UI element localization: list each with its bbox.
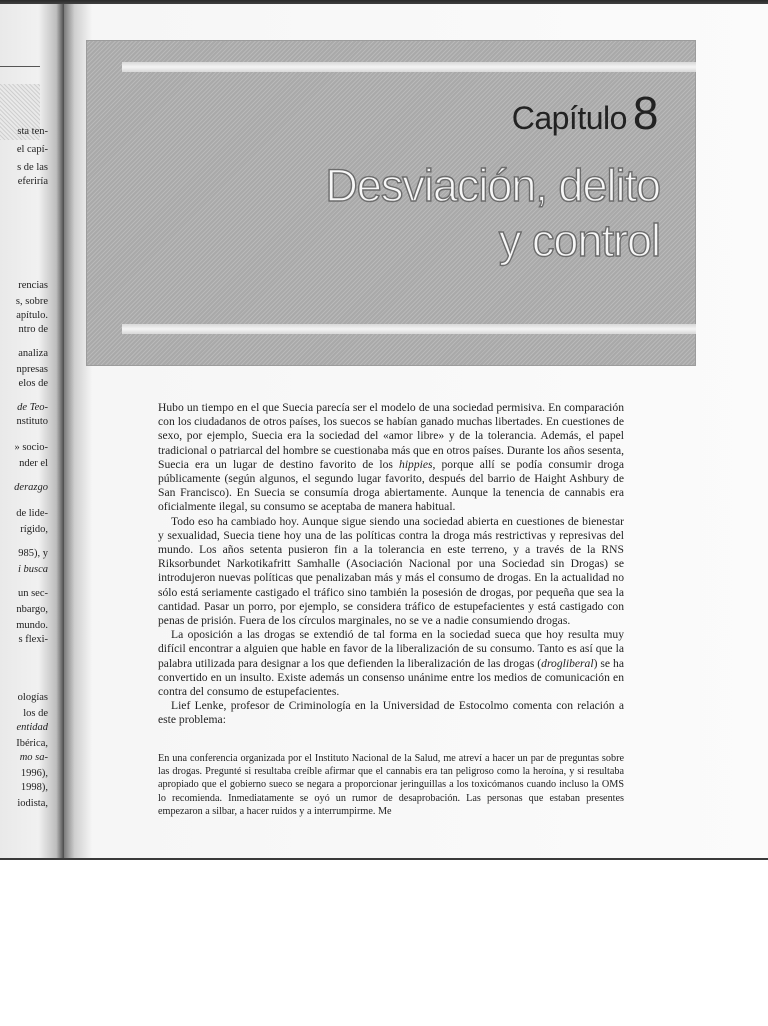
banner-bottom-band xyxy=(122,324,696,334)
chapter-banner xyxy=(86,40,696,366)
left-page-fragment: npresas xyxy=(16,364,48,375)
left-page-fragment: 985), y xyxy=(18,548,48,559)
left-page-fragment: s flexi- xyxy=(18,634,48,645)
left-page-fragment: eferiría xyxy=(17,176,48,187)
left-page xyxy=(0,4,64,860)
paragraph-3-a: La oposición a las drogas se extendió de tal forma en la sociedad sueca que hoy resulta muy difícil encontrar a alguien que hable en favor de la liberalización de su consumo. Tanto es así que la palabra utilizada para designar a los que defienden la liberalización de las drogas ( xyxy=(158,628,624,670)
left-page-fragment: rígido, xyxy=(20,524,48,535)
left-page-fragment: Ibérica, xyxy=(16,738,48,749)
chapter-word: Capítulo xyxy=(511,100,627,136)
left-page-rule xyxy=(0,66,40,67)
chapter-title-line-1: Desviación, delito xyxy=(325,160,660,211)
left-page-fragment: de Teo- xyxy=(17,402,48,413)
chapter-number: 8 xyxy=(632,87,658,139)
paragraph-2: Todo eso ha cambiado hoy. Aunque sigue siendo una sociedad abierta en cuestiones de bienestar y sexualidad, Suecia tiene hoy una de las políticas contra la droga más restrictivas y represivas del mundo. Los años setenta pusieron fin a la tolerancia en este terreno, y a través de la RNS Riksorbundet Narkotikafritt Samhalle (Asociación Nacional por una Sociedad sin Drogas) se introdujeron nuevas políticas que penalizaban más y más el consumo de drogas. En la actualidad no sólo está seriamente castigado el tráfico sino también la posesión de drogas, por pequeña que sea la cantidad. Pasar un porro, por ejemplo, se considera tráfico de estupefacientes y está castigado con penas de prisión. Fuera de los círculos marginales, no se ve a nadie consumiendo drogas. xyxy=(158,514,624,628)
left-page-fragment: s de las xyxy=(17,162,48,173)
left-page-fragment: nstituto xyxy=(16,416,48,427)
paragraph-1-em: hippies, xyxy=(399,457,436,471)
left-page-fragment: derazgo xyxy=(14,482,48,493)
block-quote-text: En una conferencia organizada por el Instituto Nacional de la Salud, me atreví a hacer un par de preguntas sobre las drogas. Pregunté si resultaba creíble afirmar que el cannabis era tan peligroso como la heroína, y si resultaba apropiado que el gobierno sueco se negara a proporcionar jeringuillas a los toxicómanos cuando incluso la OMS lo recomienda. Inmediatamente se oyó un rumor de desaprobación. Las personas que estaban presentes empezaron a silbar, a hacer ruidos y a interrumpirme. Me xyxy=(158,753,624,817)
left-page-fragment: un sec- xyxy=(17,588,48,599)
left-page-fragment: sta ten- xyxy=(17,126,48,137)
paragraph-4: Lief Lenke, profesor de Criminología en la Universidad de Estocolmo comenta con relación a este problema: xyxy=(158,699,624,727)
left-page-fragment: ntro de xyxy=(18,324,48,335)
left-page-fragment: apítulo. xyxy=(16,310,48,321)
paragraph-1-a: Hubo un tiempo en el que Suecia parecía ser el modelo de una sociedad permisiva. En comparación con los ciudadanos de otros países, los suecos se habían ganado muchas libertades. En cuestiones de sexo, por ejemplo, Suecia era la sociedad del «amor libre» y de la tolerancia. Además, el papel tradicional o patriarcal del hombre se cuestionaba más que en otros países. Durante los años sesenta, Suecia era un lugar de destino favorito de los xyxy=(158,401,624,471)
chapter-body-text xyxy=(158,401,624,728)
left-page-fragment: mundo. xyxy=(16,620,48,631)
left-page-fragment: ologías xyxy=(17,692,48,703)
left-page-fragment: elos de xyxy=(18,378,48,389)
chapter-label xyxy=(512,86,658,140)
left-page-fragment: 1998), xyxy=(20,782,48,793)
left-page-fragment: 1996), xyxy=(20,768,48,779)
left-page-fragment: mo sa- xyxy=(19,752,48,763)
block-quote xyxy=(158,752,624,818)
left-page-fragment: el capí- xyxy=(16,144,48,155)
left-page-fragment: i busca xyxy=(17,564,48,575)
left-page-fragment: s, sobre xyxy=(15,296,48,307)
left-page-fragment: analiza xyxy=(18,348,48,359)
left-page-fragment: rencias xyxy=(18,280,48,291)
left-page-fragment: nder el xyxy=(19,458,48,469)
paragraph-3-b: ) se ha convertido en un insulto. Existe además un consenso unánime entre los medios de comunicación en contra del consumo de estupefacientes. xyxy=(158,656,624,699)
chapter-title xyxy=(325,158,660,268)
left-page-fragment: nbargo, xyxy=(16,604,48,615)
left-page-fragment: » socio- xyxy=(14,442,48,453)
chapter-title-line-2: y control xyxy=(498,215,660,266)
left-page-fragment: de lide- xyxy=(16,508,48,519)
left-page-fragment: iodista, xyxy=(17,798,48,809)
paragraph-3-em: drogliberal xyxy=(541,656,594,670)
paragraph-3 xyxy=(158,628,624,699)
paragraph-1-b: porque allí se podía consumir droga públicamente (según algunos, el segundo lugar favorito, después del barrio de Haight Ashbury de San Francisco). En Suecia se consumía droga abiertamente. Aunque la tenencia de cannabis era oficialmente ilegal, su consumo se aceptaba de manera habitual. xyxy=(158,457,624,514)
banner-top-band xyxy=(122,62,696,72)
scan-background xyxy=(0,858,768,1026)
left-page-fragment: entidad xyxy=(16,722,48,733)
paragraph-1 xyxy=(158,401,624,515)
left-page-fragment: los de xyxy=(23,708,48,719)
